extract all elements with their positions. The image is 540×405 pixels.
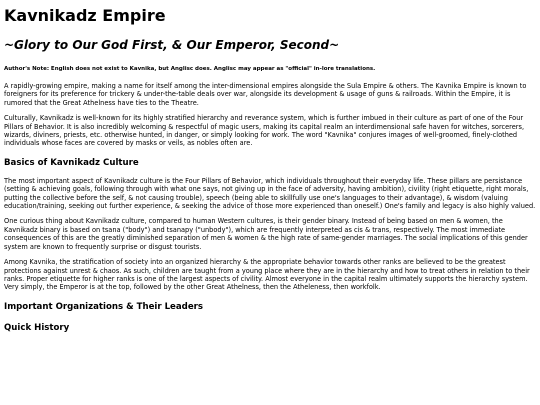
culture-heading: Basics of Kavnikadz Culture [4,157,139,168]
culture-paragraph-four-pillars: The most important aspect of Kavnikadz culture is the Four Pillars of Behavior, which individuals throughout their everyday life. These pillars are persistance (setting & achieving goals, following through with what one says, not giving up in the face of adversity, having ambition), civility (right etiquette, right morals, putting the collective before the self, & not causing trouble), speech (being able to skillfully use one's languages to their advantage), & wisdom (valuing education/training, seeking out further experience, & seeking the advice of those more experienced than oneself.) One's family and legacy is also highly valued. [4,176,536,211]
organizations-heading: Important Organizations & Their Leaders [4,301,204,312]
culture-paragraph-hierarchy: Among Kavnika, the stratification of society into an organized hierarchy & the appropriate behavior towards other ranks are believed to be the greatest protections against unrest & chaos. As such, children are taught from a young place where they are in the hierarchy and how to treat others in relation to their ranks. Proper etiquette for higher ranks is one of the largest aspects of civility. Almost everyone in the capital realm ultimately supports the hierarchy system. Very simply, the Emperor is at the top, followed by the other Great Athelness, then the Atheleness, then workfolk. [4,258,530,292]
intro-paragraph-culturally: Culturally, Kavnikadz is well-known for its highly stratified hierarchy and reverance system, which is further imbued in their culture as part of one of the Four Pillars of Behavior. It is also incredibly welcoming & respectful of magic users, making its capital realm an interdimensional safe haven for witches, sorcerers, wizards, diviners, priests, etc. otherwise hunted, in danger, or simply looking for work. The word "Kavnika" conjures images of well-groomed, finely-clothed individuals whose faces are covered by masks or veils, as nobles often are. [4,114,525,148]
page-title: Kavnikadz Empire [4,6,166,25]
history-heading: Quick History [4,322,70,333]
intro-paragraph-rapidly-growing: A rapidly-growing empire, making a name for itself among the inter-dimensional empires alongside the Sula Empire & others. The Kavnika Empire is known to foreigners for its preference for trickery & under-the-table deals over war, alongside its development & usage of guns & railroads. Within the Empire, it is rumored that the Great Athelness have ties to the Theatre. [4,82,527,107]
culture-paragraph-gender-binary: One curious thing about Kavnikadz culture, compared to human Western cultures, is their gender binary. Instead of being based on men & women, the Kavnikadz binary is based on tsana ("body") and tsanapy ("unbody"), which are frequently interpreted as cis & trans, respectively. The most immediate consequences of this are the greatly diminished separation of men & women & the high rate of same-gender marriages. The social implications of this gender system are known to frequently surprise or disgust tourists. [4,217,528,251]
motto-heading: ~Glory to Our God First, & Our Emperor, Second~ [4,38,340,52]
authors-note: Author's Note: English does not exist to Kavnika, but Anglisc does. Anglisc may appear as "official" in-lore translations. [4,66,376,72]
